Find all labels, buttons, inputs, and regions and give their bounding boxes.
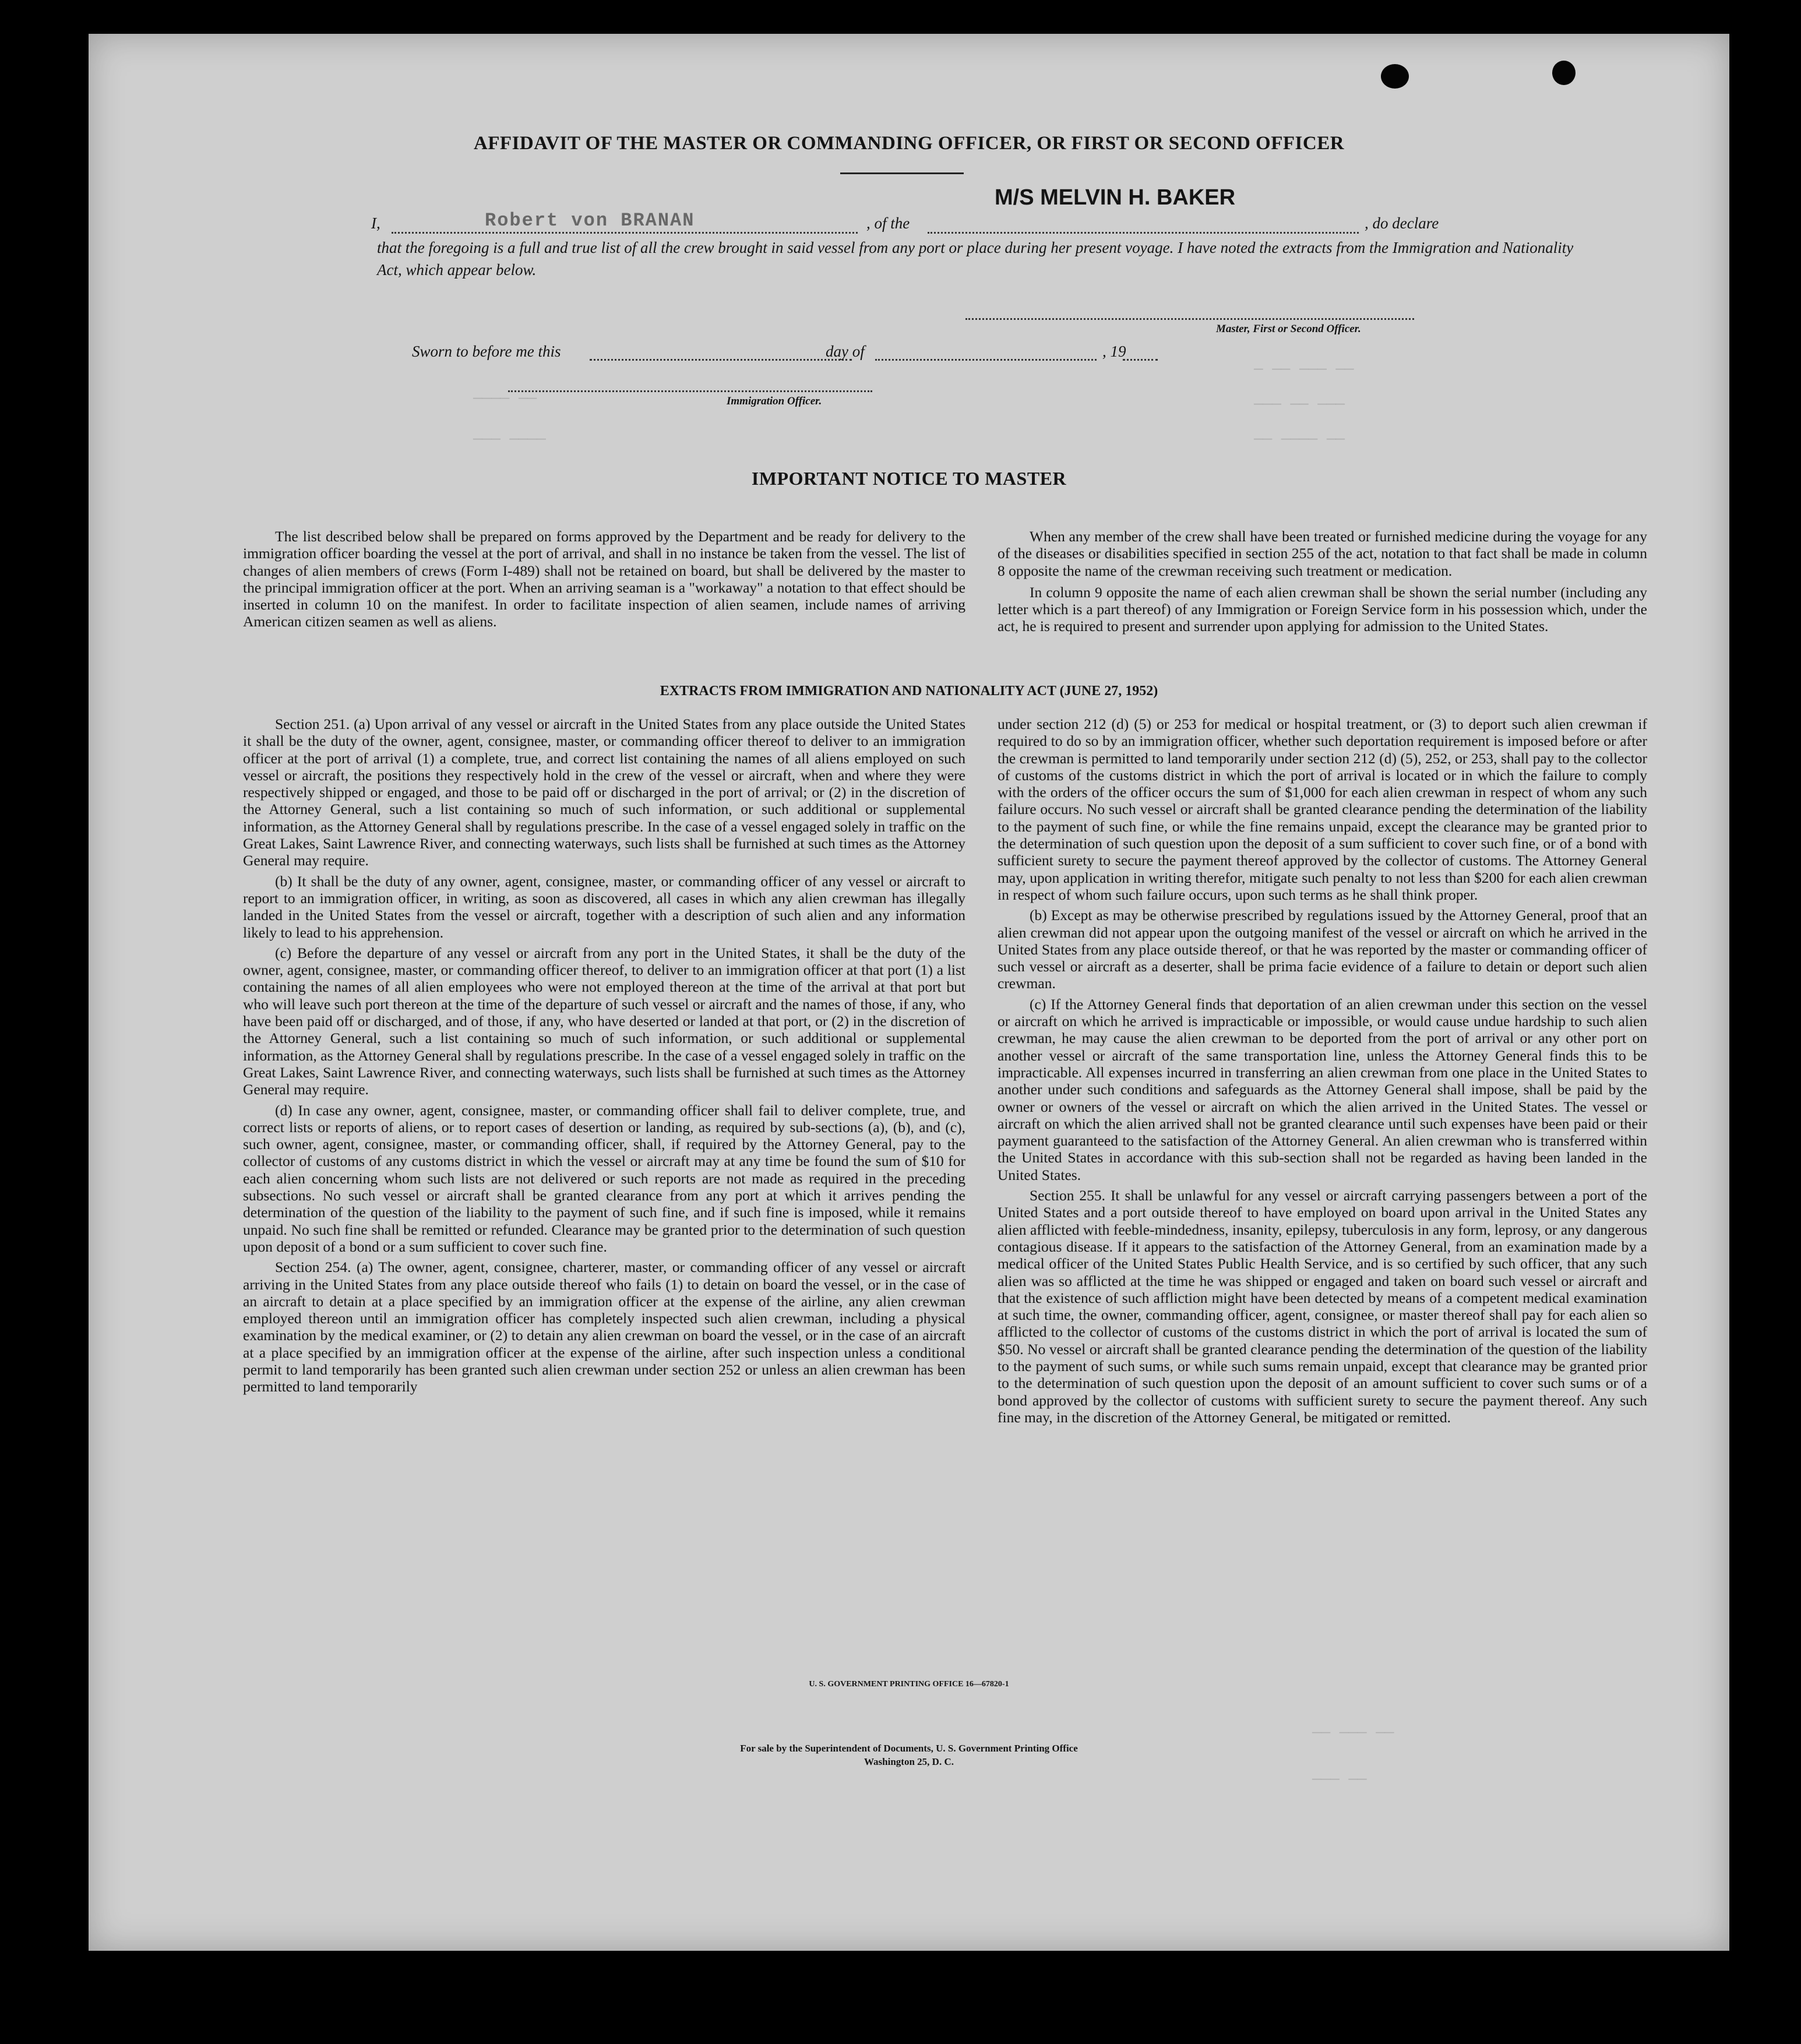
ghost-line: ——— —— ———	[1254, 395, 1345, 413]
affidavit-title: AFFIDAVIT OF THE MASTER OR COMMANDING OFFICER, OR FIRST OR SECOND OFFICER	[473, 133, 1345, 154]
for-sale-line: For sale by the Superintendent of Documents, U. S. Government Printing Office	[740, 1743, 1078, 1754]
notice-paragraph: The list described below shall be prepared on forms approved by the Department and be ready for delivery to the immigration officer boarding the vessel at the port of arrival, and shall in no instance be taken from the vessel. The list of changes of alien members of crews (Form I-489) shall not be retained on board, but shall be delivered by the master to the principal immigration officer at the port. When an arriving seaman is a "workaway" a notation to that effect should be inserted in column 10 on the manifest. In order to facilitate inspection of alien seamen, include names of arriving American citizen seamen as well as aliens.	[243, 528, 965, 630]
name-field-line	[392, 232, 858, 234]
struck-name: Robert von BRANAN	[485, 210, 695, 231]
extract-paragraph: (b) It shall be the duty of any owner, agent, consignee, master, or commanding officer of any vessel or aircraft to report to an immigration officer, in writing, as soon as discovered, all cases in which any alien crewman has illegally landed in the United States from the vessel or aircraft, together with a description of such alien and any information likely to lead to his apprehension.	[243, 872, 965, 941]
punch-hole-left	[1381, 64, 1409, 89]
notice-paragraph: In column 9 opposite the name of each alien crewman shall be shown the serial number (including any letter which is a part thereof) of any Immigration or Foreign Service form in his possession which, under the act, he is required to present and surrender upon applying for admission to the United States.	[998, 583, 1647, 635]
year-prefix: , 19	[1102, 343, 1126, 360]
document-page	[89, 34, 1729, 1951]
ghost-line: — —— ——— ——	[1254, 360, 1354, 378]
ghost-line: ——— ——	[1312, 1770, 1367, 1788]
extracts-column-right	[998, 716, 1647, 1426]
signature-label: Master, First or Second Officer.	[1216, 323, 1361, 335]
declare-prefix: I,	[371, 214, 380, 232]
do-declare-label: , do declare	[1365, 214, 1439, 232]
officer-signature-line	[508, 390, 872, 392]
month-line	[875, 359, 1097, 361]
extract-paragraph: (c) Before the departure of any vessel or aircraft from any port in the United States, it shall be the duty of the owner, agent, consignee, master, or commanding officer thereof, to deliver to an immigration officer at that port (1) a list containing the names of all alien employees who were not employed thereon at the time of the arrival at that port but who will leave such port thereon at the time of the departure of such vessel or aircraft and the names of those, if any, who have been paid off or discharged, and of those, if any, who have deserted or landed at that port, or (2) in the discretion of the Attorney General, such a list containing so much of such information, or such additional or supplemental information, as the Attorney General shall by regulations prescribe. In the case of a vessel engaged solely in traffic on the Great Lakes, Saint Lawrence River, and connecting waterways, such lists shall be furnished at such times as the Attorney General may require.	[243, 944, 965, 1098]
officer-label: Immigration Officer.	[727, 395, 822, 407]
signature-line	[965, 318, 1414, 320]
extract-paragraph: under section 212 (d) (5) or 253 for medical or hospital treatment, or (3) to deport such alien crewman if required to do so by an immigration officer, whether such deportation requirement is imposed before or after the crewman is permitted to land temporarily under section 212 (d) (5), 252, or 253, shall pay to the collector of customs of the customs district in which the port of arrival is located or in which the failure to comply with the orders of the officer occurs the sum of $1,000 for each alien crewman in respect of whom any such failure occurs. No such vessel or aircraft shall be granted clearance pending the determination of the liability to the payment of such fine, or while the fine remains unpaid, except the clearance may be granted prior to the determination of such question upon the deposit of a sum sufficient to cover such fine, or of a bond with sufficient surety to secure the payment thereof approved by the collector of customs. The Attorney General may, upon application in writing therefor, mitigate such penalty to not less than $200 for each alien crewman in respect of whom such failure occurs, upon such terms as he shall think proper.	[998, 716, 1647, 903]
notice-column-right	[998, 528, 1647, 635]
ghost-line: ——— ————	[473, 430, 546, 447]
sworn-date-line	[590, 359, 852, 361]
extract-paragraph: (b) Except as may be otherwise prescribed by regulations issued by the Attorney General, proof that an alien crewman did not appear upon the outgoing manifest of the vessel or aircraft on which he arrived in the United States from any place outside thereof, or that he was reported by the master or commanding officer of such vessel or aircraft as a deserter, shall be prima facie evidence of a failure to detain or deport such alien crewman.	[998, 907, 1647, 992]
extracts-title: EXTRACTS FROM IMMIGRATION AND NATIONALITY ACT (JUNE 27, 1952)	[660, 683, 1158, 699]
ghost-line: ———— ——	[473, 389, 537, 407]
extract-paragraph: (c) If the Attorney General finds that deportation of an alien crewman under this section on the vessel or aircraft on which he arrived is impracticable or impossible, or would cause undue hardship to such alien crewman, he may cause the alien crewman to be deported from the port of arrival or any other port on another vessel or aircraft of the same transportation line, unless the Attorney General finds this to be impracticable. All expenses incurred in transferring an alien crewman from one place in the United States to another under such conditions and safeguards as the Attorney General shall impose, shall be paid by the owner or owners of the vessel or aircraft on which the alien arrived in the United States. The vessel or aircraft on which the alien arrived shall not be granted clearance until such expenses have been paid or their payment guaranteed to the satisfaction of the Attorney General. An alien crewman who is transferred within the United States in accordance with this sub-section shall not be regarded as having been landed in the United States.	[998, 995, 1647, 1183]
punch-hole-right	[1552, 61, 1576, 85]
printing-office-line: U. S. GOVERNMENT PRINTING OFFICE 16—67820-1	[809, 1680, 1009, 1689]
of-the-label: , of the	[866, 214, 910, 232]
extract-paragraph: Section 254. (a) The owner, agent, consignee, charterer, master, or commanding officer of any vessel or aircraft arriving in the United States from any place outside thereof who fails (1) to detain on board the vessel, or in the case of an aircraft to detain at a place specified by an immigration officer at the expense of the airline, any alien crewman employed thereon until an immigration officer has completely inspected such alien crewman, including a physical examination by the medical examiner, or (2) to detain any alien crewman on board the vessel, or in the case of an aircraft at a place specified by an immigration officer at the expense of the airline, after such inspection unless a conditional permit to land temporarily has been granted such alien crewman under section 252 or unless an alien crewman has been permitted to land temporarily	[243, 1259, 965, 1395]
vessel-field-line	[928, 232, 1359, 234]
vessel-name: M/S MELVIN H. BAKER	[995, 185, 1236, 210]
address-line: Washington 25, D. C.	[864, 1756, 954, 1767]
sworn-label: Sworn to before me this	[412, 343, 561, 360]
ghost-line: —— ———— ——	[1254, 430, 1345, 447]
notice-title: IMPORTANT NOTICE TO MASTER	[751, 468, 1067, 489]
extract-paragraph: Section 255. It shall be unlawful for any vessel or aircraft carrying passengers between a port of the United States and a port outside thereof to have employed on board upon arrival in the United States any alien afflicted with feeble-mindedness, insanity, epilepsy, tuberculosis in any form, leprosy, or any dangerous contagious disease. If it appears to the satisfaction of the Attorney General, from an examination made by a medical officer of the United States Public Health Service, and is so certified by such officer, that any such alien was so afflicted at the time he was shipped or engaged and taken on board such vessel or aircraft and that the existence of such affliction might have been detected by means of a competent medical examination at such time, the owner, commanding officer, agent, consignee, or master thereof shall pay for each alien so afflicted to the collector of customs of the customs district in which the port of arrival is located the sum of $50. No vessel or aircraft shall be granted clearance pending the determination of the question of the liability to the payment of such sums, or while such sums remain unpaid, except that clearance may be granted prior to the determination of such question upon the deposit of an amount sufficient to cover such sums or of a bond approved by the collector of customs with sufficient surety to secure the payment thereof. Any such fine may, in the discretion of the Attorney General, be mitigated or remitted.	[998, 1187, 1647, 1426]
extracts-column-left	[243, 716, 965, 1395]
notice-paragraph: When any member of the crew shall have been treated or furnished medicine during the voyage for any of the diseases or disabilities specified in section 255 of the act, notation to that fact shall be made in column 8 opposite the name of the crewman receiving such treatment or medication.	[998, 528, 1647, 579]
extract-paragraph: Section 251. (a) Upon arrival of any vessel or aircraft in the United States from any place outside the United States it shall be the duty of the owner, agent, consignee, master, or commanding officer thereof to deliver to an immigration officer at the port of arrival (1) a complete, true, and correct list containing the names of all aliens employed on such vessel or aircraft, the positions they respectively hold in the crew of the vessel or aircraft, when and where they were respectively shipped or engaged, and those to be paid off or discharged in the port of arrival; or (2) in the discretion of the Attorney General, such a list containing so much of such information, or such additional or supplemental information, as the Attorney General shall by regulations prescribe. In the case of a vessel engaged solely in traffic on the Great Lakes, Saint Lawrence River, and connecting waterways, such lists shall be furnished at such times as the Attorney General may require.	[243, 716, 965, 869]
year-line	[1123, 359, 1158, 361]
declaration-text: that the foregoing is a full and true list of all the crew brought in said vessel from any port or place during her present voyage. I have noted the extracts from the Immigration and Nationality Act, which appear below.	[377, 239, 1574, 279]
ghost-line: —— ——— ——	[1312, 1724, 1394, 1741]
day-of-label: day of	[826, 343, 865, 360]
title-rule	[840, 172, 964, 174]
notice-column-left	[243, 528, 965, 630]
extract-paragraph: (d) In case any owner, agent, consignee, master, or commanding officer shall fail to deliver complete, true, and correct lists or reports of aliens, or to report cases of desertion or landing, as required by sub-sections (a), (b), and (c), such owner, agent, consignee, master, or commanding officer, shall, if required by the Attorney General, pay to the collector of customs of any customs district in which the vessel or aircraft may at any time be found the sum of $10 for each alien concerning whom such lists are not delivered or such reports are not made as required in the preceding subsections. No such vessel or aircraft shall be granted clearance from any port at which it arrives pending the determination of the question of the liability to the payment of such fine, and if such fine is imposed, while it remains unpaid. No such fine shall be remitted or refunded. Clearance may be granted prior to the determination of such question upon deposit of a bond or a sum sufficient to cover such fine.	[243, 1101, 965, 1255]
